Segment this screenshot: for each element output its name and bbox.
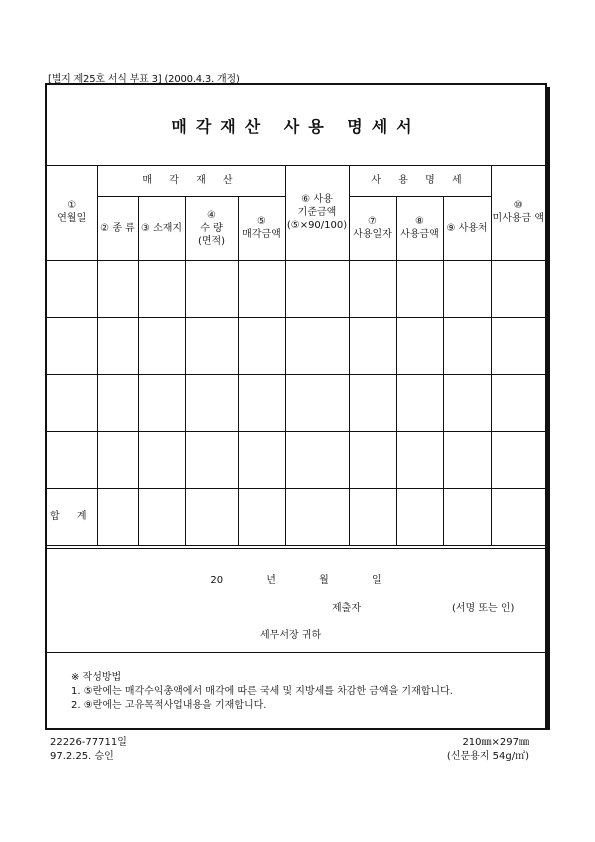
cell[interactable] [396, 431, 443, 488]
header-use-place [443, 196, 491, 260]
cell[interactable] [491, 431, 545, 488]
cell[interactable] [185, 431, 238, 488]
header-use-amount-num: ⑧ [415, 216, 424, 227]
cell[interactable] [491, 488, 545, 545]
cell[interactable] [238, 317, 285, 374]
cell[interactable] [443, 317, 491, 374]
cell[interactable] [185, 374, 238, 431]
cell[interactable] [285, 431, 349, 488]
total-row [47, 488, 545, 545]
addressee: 세무서장 귀하 [260, 630, 322, 641]
cell[interactable] [97, 374, 138, 431]
form-title: 매각재산 사용 명세서 [171, 116, 421, 136]
header-base-num: ⑥ 사용 [301, 193, 333, 205]
header-use-amount-label: 사용금액 [400, 229, 439, 240]
submission-area [47, 548, 545, 653]
cell[interactable] [138, 260, 185, 317]
cell[interactable] [396, 317, 443, 374]
cell[interactable] [47, 374, 97, 431]
header-sale-label: 매각금액 [242, 229, 281, 240]
cell[interactable] [97, 431, 138, 488]
header-kind [97, 196, 138, 260]
cell[interactable] [138, 317, 185, 374]
header-use-date-num: ⑦ [368, 216, 377, 227]
header-use-date [349, 196, 396, 260]
cell[interactable] [47, 431, 97, 488]
header-date-label: 연월일 [57, 213, 87, 225]
cell[interactable] [185, 317, 238, 374]
cell[interactable] [396, 374, 443, 431]
cell[interactable] [443, 260, 491, 317]
cell[interactable] [185, 260, 238, 317]
header-quantity [185, 196, 238, 260]
cell[interactable] [285, 260, 349, 317]
cell[interactable] [238, 431, 285, 488]
signature-label: (서명 또는 인) [452, 603, 515, 614]
header-base-amount [285, 165, 349, 260]
cell[interactable] [138, 374, 185, 431]
title-area [47, 85, 545, 166]
cell[interactable] [443, 374, 491, 431]
cell[interactable] [285, 374, 349, 431]
cell[interactable] [47, 317, 97, 374]
header-unused-num: ⑩ [513, 200, 523, 212]
cell[interactable] [443, 431, 491, 488]
instructions-heading: ※ 작성방법 [71, 672, 122, 683]
table-row [47, 374, 545, 431]
header-location [138, 196, 185, 260]
cell[interactable] [491, 260, 545, 317]
header-date [47, 165, 97, 260]
header-group-use-label: 사 용 명 세 [371, 174, 469, 186]
form-code: 22226-77711일 [50, 737, 127, 748]
cell[interactable] [491, 374, 545, 431]
cell[interactable] [138, 488, 185, 545]
cell[interactable] [349, 374, 396, 431]
header-location-label: ③ 소재지 [140, 222, 183, 234]
statement-table [47, 165, 545, 546]
total-label: 합 계 [50, 511, 94, 522]
header-quantity-label: 수 량 [200, 222, 223, 234]
form-frame [45, 83, 547, 730]
header-kind-label: ② 종 류 [100, 222, 135, 234]
cell[interactable] [238, 488, 285, 545]
cell[interactable] [349, 260, 396, 317]
cell[interactable] [396, 260, 443, 317]
cell[interactable] [349, 488, 396, 545]
date-day: 일 [371, 575, 382, 586]
cell[interactable] [47, 260, 97, 317]
header-use-date-label: 사용일자 [353, 229, 392, 240]
header-unused-label: 미사용금 액 [492, 213, 545, 225]
approval-date: 97.2.25. 승인 [50, 751, 114, 762]
instruction-item: 2. ⑨란에는 고유목적사업내용을 기재합니다. [71, 700, 267, 711]
paper-type: (신문용지 54g/㎡) [446, 751, 529, 762]
header-unused [491, 165, 545, 260]
submitter-label: 제출자 [332, 603, 361, 614]
date-line [47, 571, 545, 586]
header-base-formula: (⑤×90/100) [286, 219, 348, 231]
header-use-place-label: ⑨ 사용처 [446, 222, 488, 234]
date-year-prefix: 20 [210, 575, 224, 586]
cell[interactable] [285, 317, 349, 374]
paper-spec-block [447, 736, 529, 764]
header-quantity-num: ④ [207, 209, 216, 221]
form-code-block [50, 736, 127, 764]
header-date-num: ① [67, 200, 77, 212]
cell[interactable] [185, 488, 238, 545]
header-group-sale [97, 165, 285, 196]
instruction-item: 1. ⑤란에는 매각수익총액에서 매각에 따른 국세 및 지방세를 차감한 금액을 기재합니다. [71, 686, 453, 697]
header-group-sale-label: 매 각 재 산 [142, 174, 240, 186]
cell[interactable] [491, 317, 545, 374]
date-month: 월 [319, 575, 329, 586]
cell[interactable] [97, 488, 138, 545]
paper-size: 210㎜×297㎜ [462, 737, 529, 748]
cell[interactable] [138, 431, 185, 488]
cell[interactable] [238, 260, 285, 317]
cell[interactable] [349, 431, 396, 488]
table-row [47, 260, 545, 317]
header-base-label: 기준금액 [297, 206, 337, 218]
total-label-cell [47, 488, 97, 545]
cell[interactable] [97, 317, 138, 374]
cell[interactable] [443, 488, 491, 545]
cell[interactable] [349, 317, 396, 374]
date-year: 년 [266, 575, 276, 586]
header-use-amount [396, 196, 443, 260]
header-group-use [349, 165, 491, 196]
table-row [47, 431, 545, 488]
header-quantity-sub: (면적) [197, 235, 226, 247]
cell[interactable] [396, 488, 443, 545]
table-row [47, 317, 545, 374]
form-caption: [별지 제25호 서식 부표 3] (2000.4.3. 개정) [48, 74, 240, 85]
cell[interactable] [238, 374, 285, 431]
header-sale-amount [238, 196, 285, 260]
cell[interactable] [97, 260, 138, 317]
header-sale-num: ⑤ [257, 216, 266, 227]
cell[interactable] [285, 488, 349, 545]
